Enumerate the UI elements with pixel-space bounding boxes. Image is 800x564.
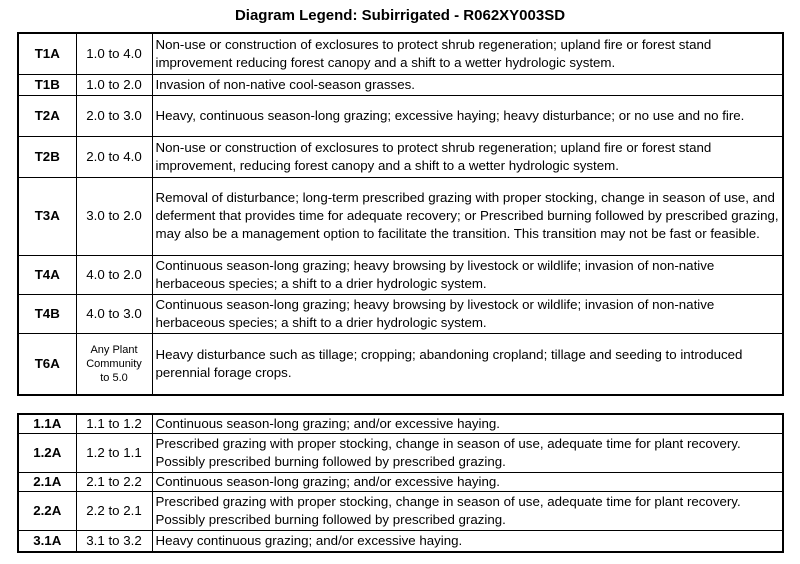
transition-range: 1.0 to 2.0 bbox=[76, 74, 152, 95]
transition-description: Continuous season-long grazing; heavy browsing by livestock or wildlife; invasion of non-native herbaceous species; a shift to a drier hydrologic system. bbox=[152, 294, 783, 333]
transition-code: T2B bbox=[18, 136, 76, 177]
transition-code: T2A bbox=[18, 95, 76, 136]
pathway-code: 2.2A bbox=[18, 492, 76, 531]
page-title: Diagram Legend: Subirrigated - R062XY003SD bbox=[234, 7, 566, 24]
transition-range: 4.0 to 2.0 bbox=[76, 255, 152, 294]
transition-range: 4.0 to 3.0 bbox=[76, 294, 152, 333]
transition-description: Continuous season-long grazing; heavy browsing by livestock or wildlife; invasion of non-native herbaceous species; a shift to a drier hydrologic system. bbox=[152, 255, 783, 294]
pathways-table bbox=[17, 413, 784, 553]
transition-description: Heavy disturbance such as tillage; cropping; abandoning cropland; tillage and seeding to introduced perennial forage crops. bbox=[152, 333, 783, 395]
table-row bbox=[18, 333, 783, 395]
pathway-description: Continuous season-long grazing; and/or excessive haying. bbox=[152, 473, 783, 492]
transition-code: T4B bbox=[18, 294, 76, 333]
table-row bbox=[18, 33, 783, 74]
transition-range: 1.0 to 4.0 bbox=[76, 33, 152, 74]
pathway-code: 2.1A bbox=[18, 473, 76, 492]
pathway-range: 1.1 to 1.2 bbox=[76, 414, 152, 434]
pathway-description: Prescribed grazing with proper stocking, change in season of use, adequate time for plant recovery. Possibly prescribed burning followed by prescribed grazing. bbox=[152, 492, 783, 531]
table-row bbox=[18, 414, 783, 434]
pathway-range: 2.2 to 2.1 bbox=[76, 492, 152, 531]
table-row bbox=[18, 294, 783, 333]
pathway-range: 2.1 to 2.2 bbox=[76, 473, 152, 492]
transitions-table bbox=[17, 32, 784, 396]
pathway-description: Heavy continuous grazing; and/or excessive haying. bbox=[152, 531, 783, 552]
transition-code: T1B bbox=[18, 74, 76, 95]
transition-code: T4A bbox=[18, 255, 76, 294]
table-row bbox=[18, 177, 783, 255]
table-row bbox=[18, 492, 783, 531]
range-line: Any Plant bbox=[90, 343, 138, 356]
transition-description: Invasion of non-native cool-season grasses. bbox=[152, 74, 783, 95]
transition-range: 2.0 to 4.0 bbox=[76, 136, 152, 177]
transition-description: Heavy, continuous season-long grazing; excessive haying; heavy disturbance; or no use and no fire. bbox=[152, 95, 783, 136]
pathway-code: 1.1A bbox=[18, 414, 76, 434]
table-row bbox=[18, 95, 783, 136]
pathway-code: 1.2A bbox=[18, 434, 76, 473]
table-row bbox=[18, 255, 783, 294]
table-row bbox=[18, 136, 783, 177]
pathway-range: 3.1 to 3.2 bbox=[76, 531, 152, 552]
transition-description: Non-use or construction of exclosures to protect shrub regeneration; upland fire or forest stand improvement reducing forest canopy and a shift to a wetter hydrologic system. bbox=[152, 33, 783, 74]
table-row bbox=[18, 74, 783, 95]
transition-code: T1A bbox=[18, 33, 76, 74]
table-row bbox=[18, 434, 783, 473]
table-row bbox=[18, 473, 783, 492]
pathway-range: 1.2 to 1.1 bbox=[76, 434, 152, 473]
transition-code: T3A bbox=[18, 177, 76, 255]
transition-range: 2.0 to 3.0 bbox=[76, 95, 152, 136]
range-line: Community bbox=[86, 357, 142, 370]
pathway-description: Prescribed grazing with proper stocking, change in season of use, adequate time for plant recovery. Possibly prescribed burning followed by prescribed grazing. bbox=[152, 434, 783, 473]
table-row bbox=[18, 531, 783, 552]
pathway-description: Continuous season-long grazing; and/or excessive haying. bbox=[152, 414, 783, 434]
transition-description: Non-use or construction of exclosures to protect shrub regeneration; upland fire or forest stand improvement, reducing forest canopy and a shift to a wetter hydrologic system. bbox=[152, 136, 783, 177]
transition-description: Removal of disturbance; long-term prescribed grazing with proper stocking, change in season of use, and deferment that provides time for adequate recovery; or Prescribed burning followed by prescribed grazing, may also be a management option to facilitate the transition. This transition may not be fast or feasible. bbox=[152, 177, 783, 255]
pathway-code: 3.1A bbox=[18, 531, 76, 552]
transition-range bbox=[76, 333, 152, 395]
range-line: to 5.0 bbox=[100, 371, 128, 384]
transition-range: 3.0 to 2.0 bbox=[76, 177, 152, 255]
transition-code: T6A bbox=[18, 333, 76, 395]
